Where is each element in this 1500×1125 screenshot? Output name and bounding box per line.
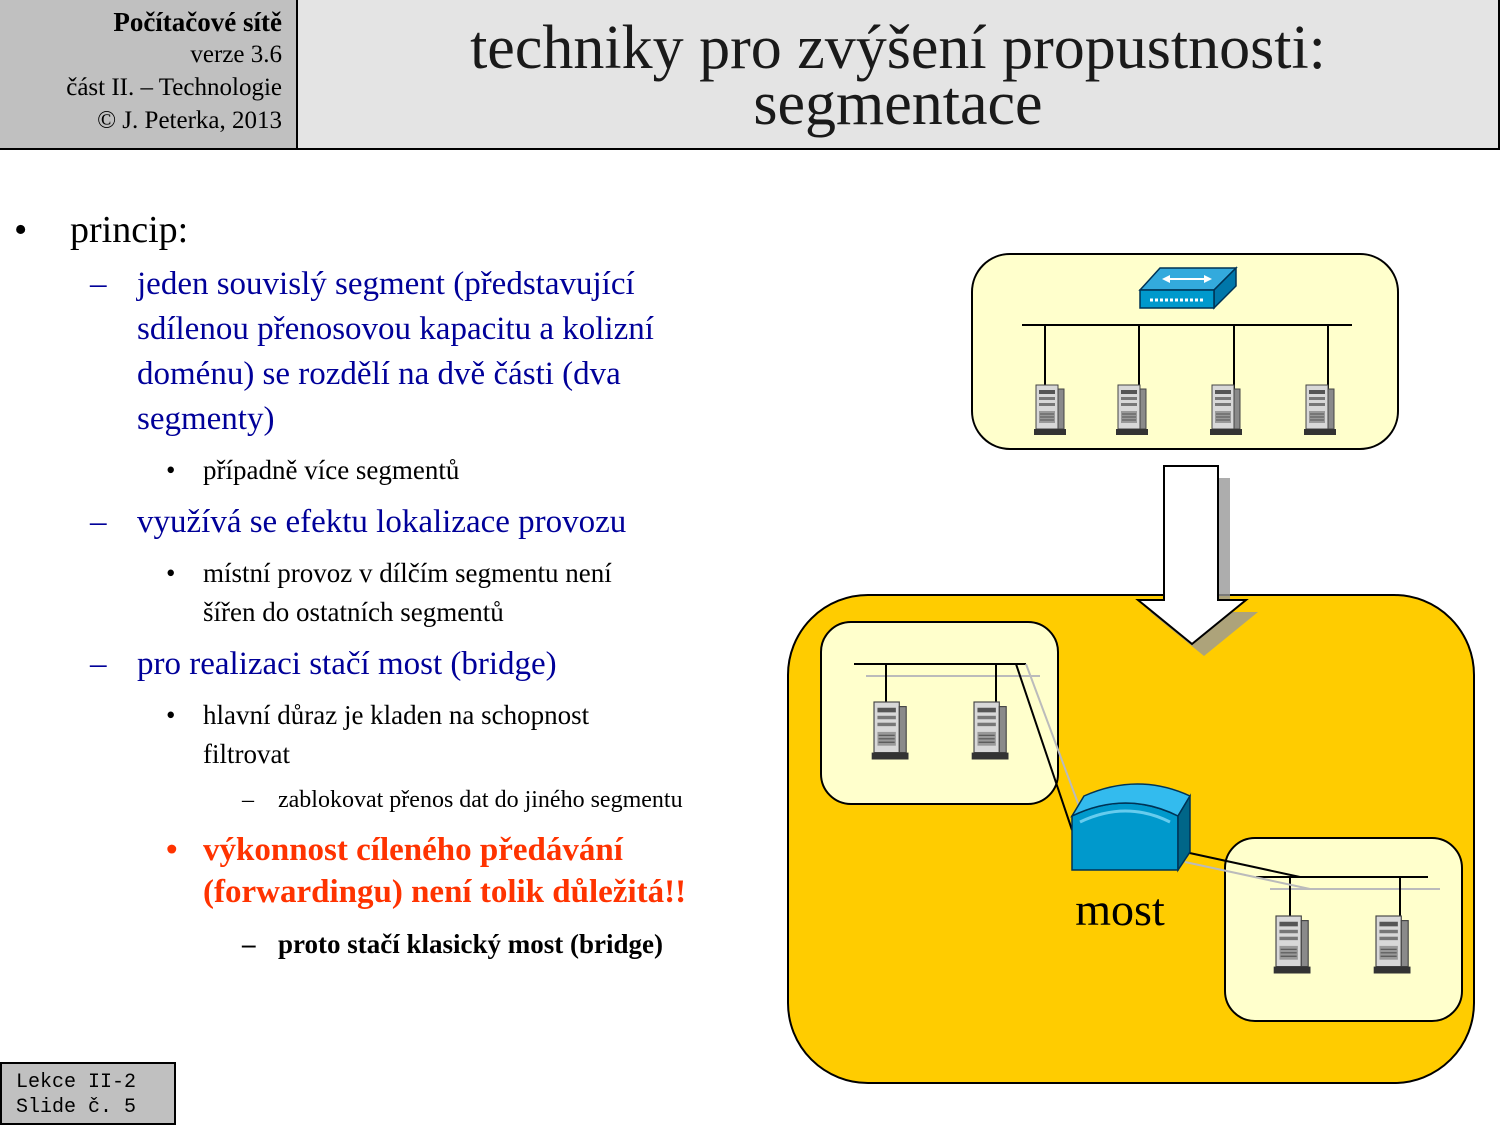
bullet-block-transfer: zablokovat přenos dat do jiného segmentu <box>278 787 683 813</box>
bullet-classic-bridge: proto stačí klasický most (bridge) <box>278 929 663 959</box>
slide-title-line2: segmentace <box>753 70 1043 138</box>
part-label: část II. – Technologie <box>66 74 282 101</box>
bullet-principle: princip: <box>70 209 189 251</box>
right-segment-box <box>1225 838 1462 1021</box>
dash-marker: – <box>90 266 107 302</box>
bullet-dot: • <box>14 209 28 251</box>
bullet-filter-line2: filtrovat <box>203 739 290 769</box>
bullet-local-traffic-line2: šířen do ostatních segmentů <box>203 597 504 627</box>
bullet-dot: • <box>166 700 176 730</box>
server-icon <box>1374 916 1411 974</box>
dash-marker: – <box>90 646 107 682</box>
slide-title-line1: techniky pro zvýšení propustnosti: <box>470 14 1326 82</box>
bullet-segment-line4: segmenty) <box>137 401 275 437</box>
bullet-bridge: pro realizaci stačí most (bridge) <box>137 646 557 682</box>
bullet-local-traffic-line1: místní provoz v dílčím segmentu není <box>203 558 612 588</box>
copyright-label: © J. Peterka, 2013 <box>97 107 282 134</box>
bridge-label: most <box>1075 884 1165 935</box>
bullet-forwarding-line1: výkonnost cíleného předávání <box>203 832 623 868</box>
server-icon <box>972 702 1009 760</box>
bullet-locality: využívá se efektu lokalizace provozu <box>137 504 627 540</box>
lesson-label: Lekce II-2 <box>16 1071 137 1094</box>
server-icon <box>1274 916 1311 974</box>
server-icon <box>872 702 909 760</box>
bullet-segment-line3: doménu) se rozdělí na dvě části (dva <box>137 356 621 392</box>
dash-marker: – <box>242 929 256 959</box>
slide-number: Slide č. 5 <box>16 1096 137 1119</box>
dash-marker: – <box>242 787 254 813</box>
bullet-forwarding-line2: (forwardingu) není tolik důležitá!! <box>203 874 687 910</box>
bullet-dot: • <box>166 455 176 485</box>
left-segment-box <box>821 622 1058 804</box>
server-icon <box>1304 385 1336 435</box>
bullet-more-segments: případně více segmentů <box>203 455 460 485</box>
server-icon <box>1116 385 1148 435</box>
server-icon <box>1034 385 1066 435</box>
server-icon <box>1210 385 1242 435</box>
bullet-dot: • <box>166 832 178 868</box>
version-label: verze 3.6 <box>190 41 282 68</box>
bullet-segment-line1: jeden souvislý segment (představující <box>137 266 635 302</box>
bullet-segment-line2: sdílenou přenosovou kapacitu a kolizní <box>137 311 654 347</box>
dash-marker: – <box>90 504 107 540</box>
bullet-filter-line1: hlavní důraz je kladen na schopnost <box>203 700 590 730</box>
bullet-dot: • <box>166 558 176 588</box>
bridge-icon <box>1072 784 1190 870</box>
course-title: Počítačové sítě <box>113 7 282 37</box>
slide-footer <box>0 1062 176 1125</box>
